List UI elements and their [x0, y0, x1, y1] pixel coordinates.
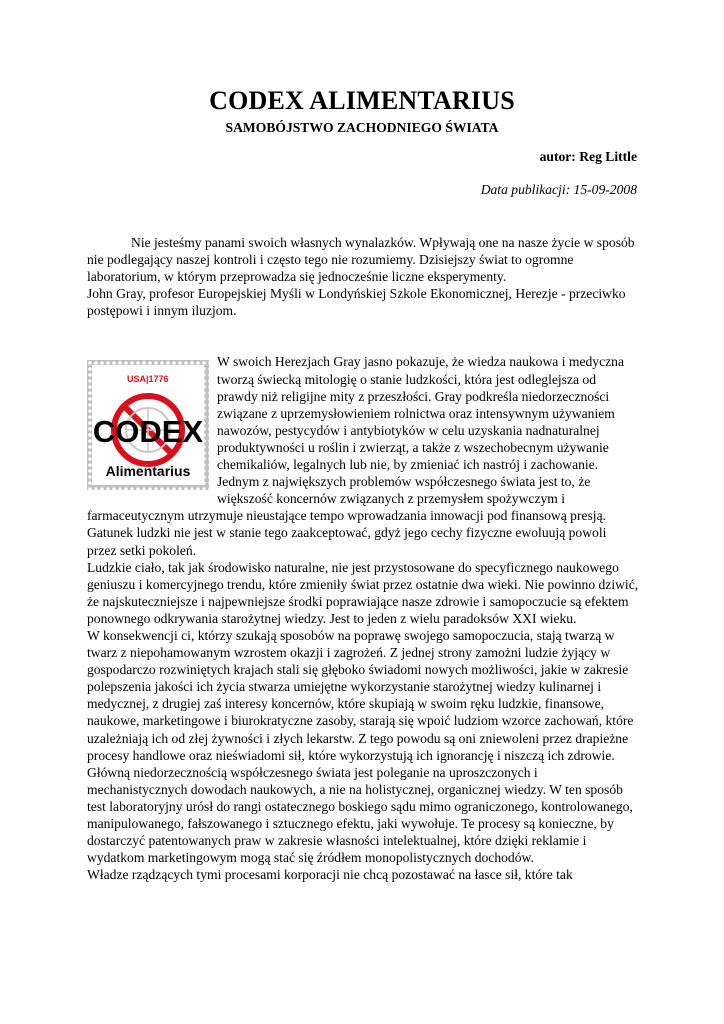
paragraph-gray-text: W swoich Herezjach Gray jasno pokazuje, że wiedza naukowa i medyczna tworzą świecką mitologię o stanie ludzkości, która jest odleglejsza od prawdy niż religijne mity z przeszłości. Gray podkreśla niedorzeczności związane z uprzemysłowieniem rolnictwa oraz intensywnym używaniem nawozów, pestycydów i antybiotyków w celu uzyskania nadnaturalnej produktywności u roślin i zwierząt, a także z wszechobecnym używanie chemikaliów, legalnych lub nie, by zmieniać ich nastrój i zachowanie. Jednym z największych problemów współczesnego świata jest to, że większość koncernów związanych z przemysłem spożywczym i farmaceutycznym utrzymuje nieustające tempo wprowadzania innowacji pod finansową presją. Gatunek ludzki nie jest w stanie tego zaakceptować, gdyż jego cechy fizyczne ewoluują powoli przez setki pokoleń.: [87, 354, 625, 558]
author-line: autor: Reg Little: [539, 149, 637, 164]
paragraph-gray: [87, 353, 639, 558]
document-title: CODEX ALIMENTARIUS: [209, 86, 515, 115]
document-subtitle: SAMOBÓJSTWO ZACHODNIEGO ŚWIATA: [225, 120, 499, 135]
paragraph-intro: Nie jesteśmy panami swoich własnych wynalazków. Wpływają one na nasze życie w sposób nie podlegający naszej kontroli i często tego nie rozumiemy. Dzisiejszy świat to ogromne laboratorium, w którym przeprowadza się jednocześnie liczne eksperymenty.: [87, 235, 635, 285]
paragraph-absurdity: Główną niedorzecznością współczesnego świata jest poleganie na uproszczonych i mechanistycznych dowodach naukowych, a nie na holistycznej, organicznej wiedzy. W ten sposób test laboratoryjny urósł do rangi ostatecznego boskiego sądu mimo ograniczonego, kontrolowanego, manipulowanego, fałszowanego i sztucznego efektu, jaki wywołuje. Te procesy są konieczne, by dostarczyć patentowanych praw w zakresie własności intelektualnej, które dzięki reklamie i wydatkom marketingowym mogą stać się źródłem monopolistycznych dochodów.: [87, 764, 633, 866]
stamp-alimentarius-text: Alimentarius: [105, 463, 191, 480]
publication-date: Data publikacji: 15-09-2008: [480, 182, 637, 197]
paragraph-corporations: Władze rządzących tymi procesami korporacji nie chcą pozostawać na łasce sił, które tak: [87, 867, 573, 883]
stamp-country-label: USA|1776: [127, 374, 169, 385]
article-body: [87, 234, 639, 883]
paragraph-citation: John Gray, profesor Europejskiej Myśli w Londyńskiej Szkole Ekonomicznej, Herezje - przeciwko postępowi i innym iluzjom.: [87, 286, 626, 319]
codex-alimentarius-stamp-image: [87, 360, 209, 490]
paragraph-consequences: W konsekwencji ci, którzy szukają sposobów na poprawę swojego samopoczucia, stają twarzą w twarz z niepohamowanym wzrostem okazji i zagrożeń. Z jednej strony zamożni ludzie żyjący w gospodarczo rozwiniętych krajach stali się głęboko świadomi nowych możliwości, jakie w zakresie polepszenia jakości ich życia stwarza umiejętne wykorzystanie starożytnej wiedzy kulinarnej i medycznej, z drugiej zaś interesy koncernów, które skupiają w swoim ręku ludzkie, finansowe, naukowe, marketingowe i biurokratyczne zasoby, starają się wpoić ludziom wzorce zachowań, które uzależniają ich od złej żywności i złych lekarstw. Z tego powodu są oni zniewoleni przez drapieżne procesy handlowe oraz nieświadomi sił, które wykorzystują ich ignorancję i niszczą ich zdrowie.: [87, 627, 634, 763]
paragraph-gap: [87, 319, 639, 353]
paragraph-body: Ludzkie ciało, tak jak środowisko naturalne, nie jest przystosowane do specyficznego naukowego geniuszu i komercyjnego trendu, które zmieniły świat przez ostatnie dwa wieki. Nie powinno dziwić, że najskuteczniejsze i najpewniejsze środki poprawiające nasze zdrowie i samopoczucie są efektem ponownego odkrywania starożytnej wiedzy. Jest to jeden z wielu paradoksów XXI wieku.: [87, 559, 639, 626]
stamp-codex-text: CODEX: [92, 414, 204, 450]
